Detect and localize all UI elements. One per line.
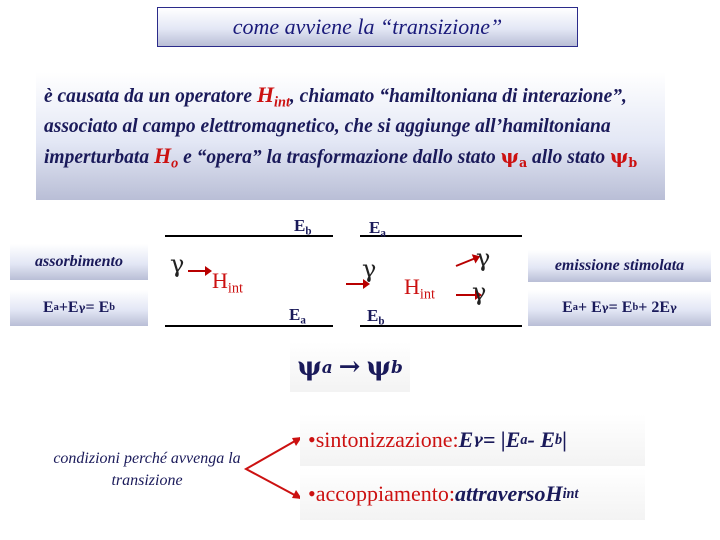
emission-equation: E a + E γ = E b + 2E γ — [528, 290, 711, 326]
emission-incoming-photon-symbol: γ — [362, 255, 377, 283]
psi-b-symbol: $\psi_b$ — [610, 145, 638, 170]
intro-text-2: , chiamato “hamiltoniana di interazione”, associato al campo elettromagnetico, che si aggiunge all’hamiltoniana imperturbata — [44, 86, 627, 168]
title-text: come avviene la “transizione” — [232, 14, 503, 39]
absorption-upper-level-label: $E_b$ — [294, 216, 312, 238]
emission-h-int: $H_{int}$ — [404, 274, 435, 303]
psi-a-symbol: $\psi_a$ — [500, 145, 528, 170]
emission-outgoing-photon-symbol-2: γ — [472, 278, 487, 306]
intro-text-4: allo stato — [527, 147, 611, 168]
emission-incoming-arrow — [346, 283, 368, 285]
absorption-lower-level-label: $E_a$ — [289, 305, 306, 327]
intro-paragraph — [36, 72, 665, 200]
emission-outgoing-photon-symbol-1: γ — [476, 244, 491, 272]
absorption-photon-arrow — [188, 270, 210, 272]
absorption-lower-level — [165, 325, 333, 327]
emission-label: emissione stimolata — [528, 250, 711, 282]
absorption-photon-symbol: γ — [170, 250, 185, 278]
condition-tuning: • sintonizzazione : E γ = |E a - E b | — [300, 414, 645, 466]
intro-text-1: è causata da un operatore — [44, 86, 257, 107]
absorption-equation: E a +E γ = E b — [10, 290, 148, 326]
h0-symbol: $H_o$ — [153, 143, 179, 172]
page-title — [157, 7, 578, 47]
emission-lower-level-label: $E_b$ — [367, 306, 385, 328]
absorption-label: assorbimento — [10, 244, 148, 280]
condition-coupling: • accoppiamento : attraverso H int — [300, 468, 645, 520]
intro-text-3: e “opera” la trasformazione dallo stato — [178, 147, 501, 168]
conditions-label: condizioni perché avvenga la transizione — [53, 450, 241, 489]
emission-upper-level-label: $E_a$ — [369, 218, 386, 240]
h-int-symbol: $H_{int}$ — [256, 82, 290, 111]
absorption-h-int: $H_{int}$ — [212, 268, 243, 297]
transition-formula: ψ a → ψ b — [290, 342, 410, 392]
